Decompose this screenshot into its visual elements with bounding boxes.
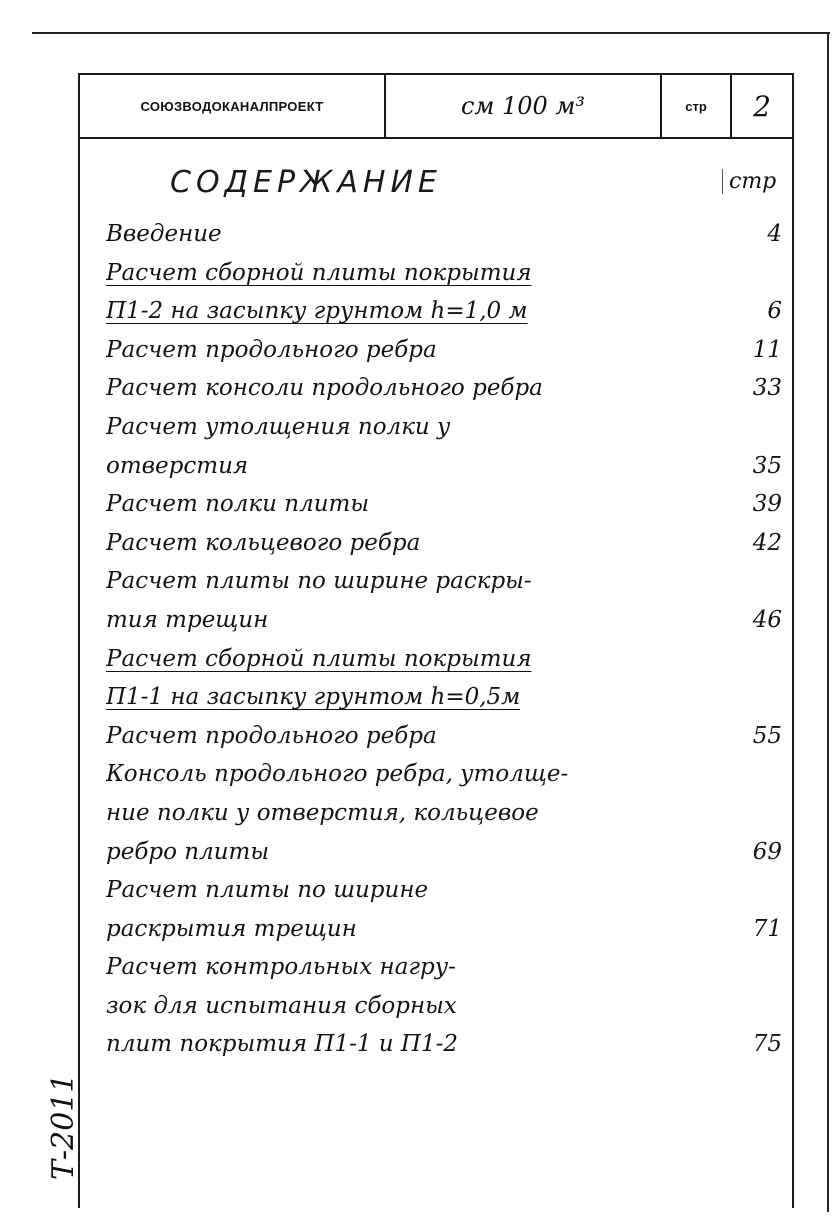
page-number: 2: [753, 89, 771, 123]
toc-entry-text: Расчет утолщения полки у: [106, 413, 451, 440]
toc-entry: [106, 337, 786, 376]
toc-entry-text: отверстия: [106, 452, 249, 479]
toc-entry-text: плит покрытия П1-1 и П1-2: [106, 1031, 459, 1058]
toc-entry-text: зок для испытания сборных: [106, 992, 457, 1019]
toc-entry-text: Расчет продольного ребра: [106, 722, 437, 749]
toc-entry: [106, 607, 786, 646]
toc-entry-page: 71: [752, 915, 782, 942]
toc-entry-page: 11: [752, 336, 782, 363]
toc-entry: [106, 646, 786, 685]
scan-border-right: [827, 32, 829, 1212]
toc-entry: [106, 761, 786, 800]
toc-entry: [106, 954, 786, 993]
archive-number-stamp: Т-2011: [46, 1073, 81, 1180]
toc-entry-text: Расчет плиты по ширине раскры-: [106, 568, 532, 595]
toc-entry: [106, 839, 786, 878]
toc-entry: [106, 1031, 786, 1070]
toc-entry-page: 55: [752, 722, 782, 749]
toc-entry: [106, 916, 786, 955]
title-block: [80, 73, 792, 139]
toc-entry-text: Консоль продольного ребра, утолще-: [106, 761, 569, 788]
toc-entry-text: тия трещин: [106, 606, 269, 633]
toc-entry-text: раскрытия трещин: [106, 915, 357, 942]
page-label: стр: [662, 75, 732, 137]
toc-entry-page: 69: [752, 838, 782, 865]
document-page: [78, 73, 794, 1208]
toc-entry: [106, 723, 786, 762]
toc-entry-page: 39: [752, 491, 782, 518]
toc-entry: [106, 568, 786, 607]
table-of-contents: [106, 221, 786, 1070]
toc-entry: [106, 260, 786, 299]
toc-entry-page: 42: [752, 529, 782, 556]
scan-border-top: [32, 32, 830, 34]
toc-entry-page: 4: [767, 221, 782, 247]
page-column-label: стр: [722, 169, 789, 194]
toc-entry: [106, 375, 786, 414]
toc-entry-text: Расчет контрольных нагру-: [106, 954, 456, 981]
toc-entry-text: Расчет сборной плиты покрытия: [106, 259, 532, 286]
toc-entry-page: 35: [752, 452, 782, 479]
toc-entry: [106, 993, 786, 1032]
contents-heading: СОДЕРЖАНИЕ: [170, 165, 442, 200]
toc-entry-page: 75: [752, 1031, 782, 1058]
toc-entry-text: ребро плиты: [106, 838, 270, 865]
toc-entry-text: Введение: [106, 221, 222, 247]
toc-entry-text: Расчет кольцевого ребра: [106, 529, 421, 556]
toc-entry: [106, 530, 786, 569]
toc-entry-text: Расчет сборной плиты покрытия: [106, 645, 532, 672]
toc-entry: [106, 453, 786, 492]
toc-entry-text: Расчет полки плиты: [106, 491, 370, 518]
toc-entry-text: ние полки у отверстия, кольцевое: [106, 799, 539, 826]
toc-entry-text: П1-2 на засыпку грунтом h=1,0 м: [106, 298, 528, 325]
toc-entry: [106, 877, 786, 916]
toc-entry-text: Расчет плиты по ширине: [106, 877, 429, 904]
toc-entry-page: 6: [767, 298, 782, 325]
toc-entry: [106, 221, 786, 260]
toc-entry: [106, 298, 786, 337]
toc-entry-text: П1-1 на засыпку грунтом h=0,5м: [106, 684, 521, 711]
toc-entry: [106, 684, 786, 723]
toc-entry-text: Расчет консоли продольного ребра: [106, 375, 543, 402]
organization-name: СОЮЗВОДОКАНАЛПРОЕКТ: [80, 75, 386, 137]
toc-entry-page: 46: [752, 606, 782, 633]
document-subject: см 100 м³: [386, 75, 662, 137]
toc-entry: [106, 491, 786, 530]
toc-entry-page: 33: [752, 375, 782, 402]
toc-entry: [106, 414, 786, 453]
toc-entry: [106, 800, 786, 839]
toc-entry-text: Расчет продольного ребра: [106, 336, 437, 363]
